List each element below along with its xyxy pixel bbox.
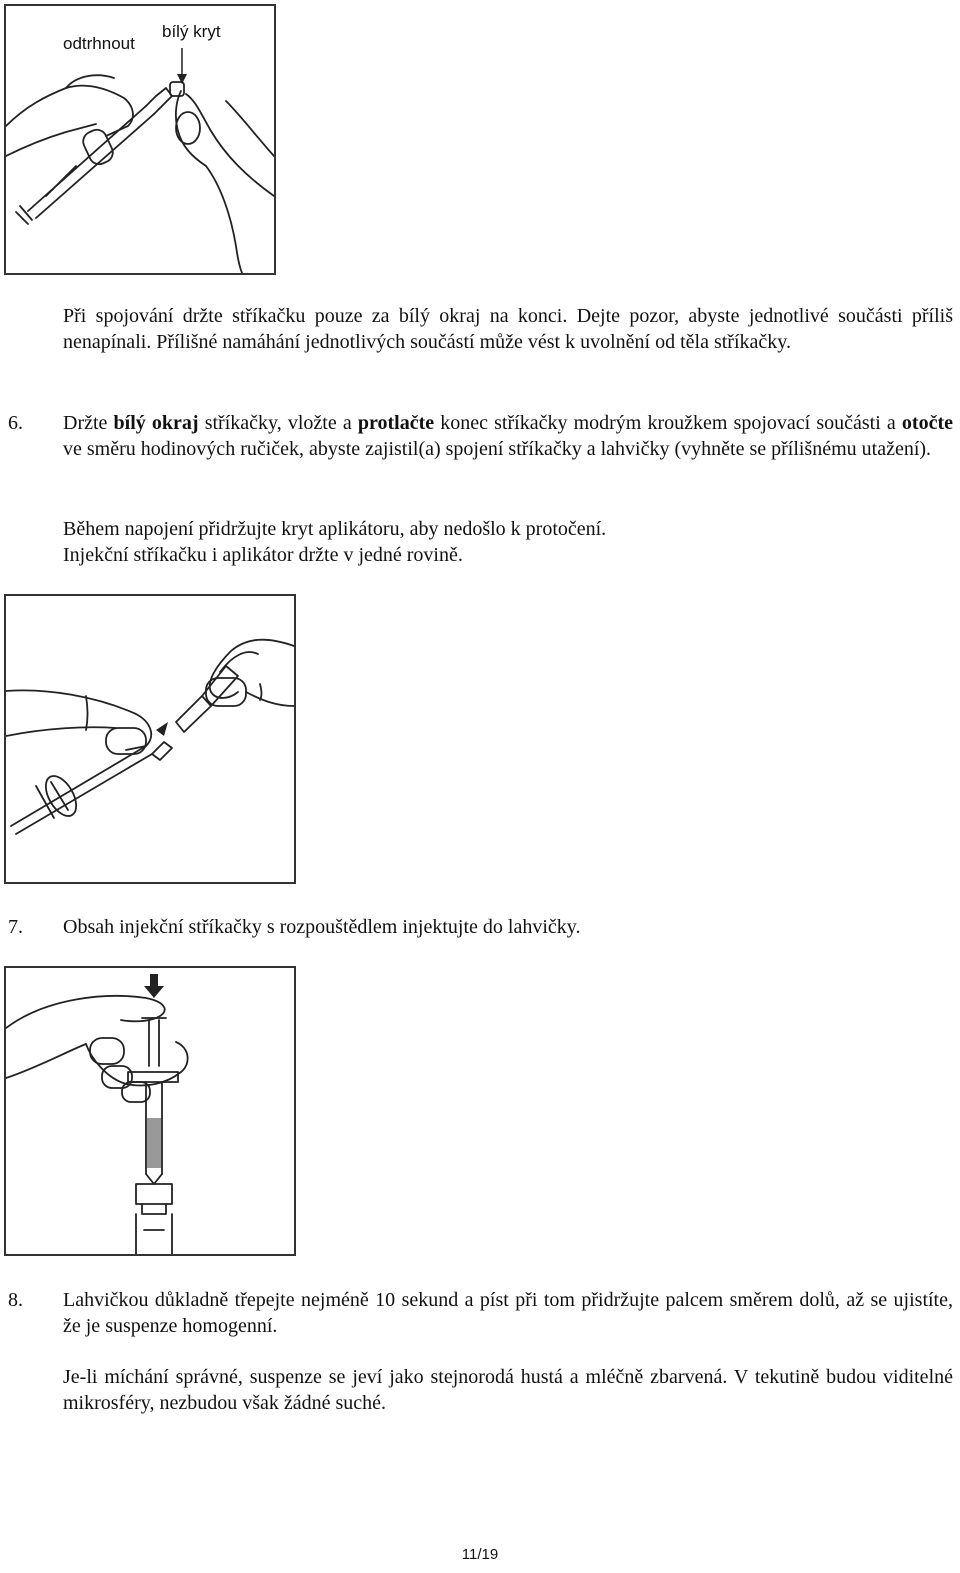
figure-inject-vial [4,966,296,1256]
step-7-number: 7. [8,916,23,938]
step-6-text: Držte bílý okraj stříkačky, vložte a protlačte konec stříkačky modrým kroužkem spojovací součásti a otočte ve směru hodinových ručiček, abyste zajistil(a) spojení stříkačky a lahvičky (vyhněte se přílišnému utažení). [63,412,953,460]
note-connecting: Při spojování držte stříkačku pouze za bílý okraj na konci. Dejte pozor, abyste jednotlivé součásti příliš nenapínali. Přílišné namáhání jednotlivých součástí může vést k uvolnění od těla stříkačky. [63,305,953,353]
step-6-line-3: Injekční stříkačku i aplikátor držte v jedné rovině. [63,544,463,566]
figure-connect-syringe [4,594,296,884]
label-white-cap: bílý kryt [162,22,221,41]
connect-syringe-illustration [6,596,294,882]
step-6-number: 6. [8,412,23,434]
step-6-line-2: Během napojení přidržujte kryt aplikátoru, aby nedošlo k protočení. [63,518,607,540]
figure-remove-cap [4,4,276,275]
step-8-number: 8. [8,1289,23,1311]
step-7-text: Obsah injekční stříkačky s rozpouštědlem injektujte do lahvičky. [63,916,581,938]
step-8-text: Lahvičkou důkladně třepejte nejméně 10 sekund a píst při tom přidržujte palcem směrem dolů, až se ujistíte, že je suspenze homogenní. [63,1289,953,1337]
hands-syringe-cap-illustration [6,6,274,273]
step-8-text-2: Je-li míchání správné, suspenze se jeví jako stejnorodá hustá a mléčně zbarvená. V tekutině budou viditelné mikrosféry, nezbudou však žádné suché. [63,1366,953,1414]
label-tear-off: odtrhnout [63,34,135,53]
inject-vial-illustration [6,968,294,1254]
page-number: 11/19 [461,1546,499,1563]
